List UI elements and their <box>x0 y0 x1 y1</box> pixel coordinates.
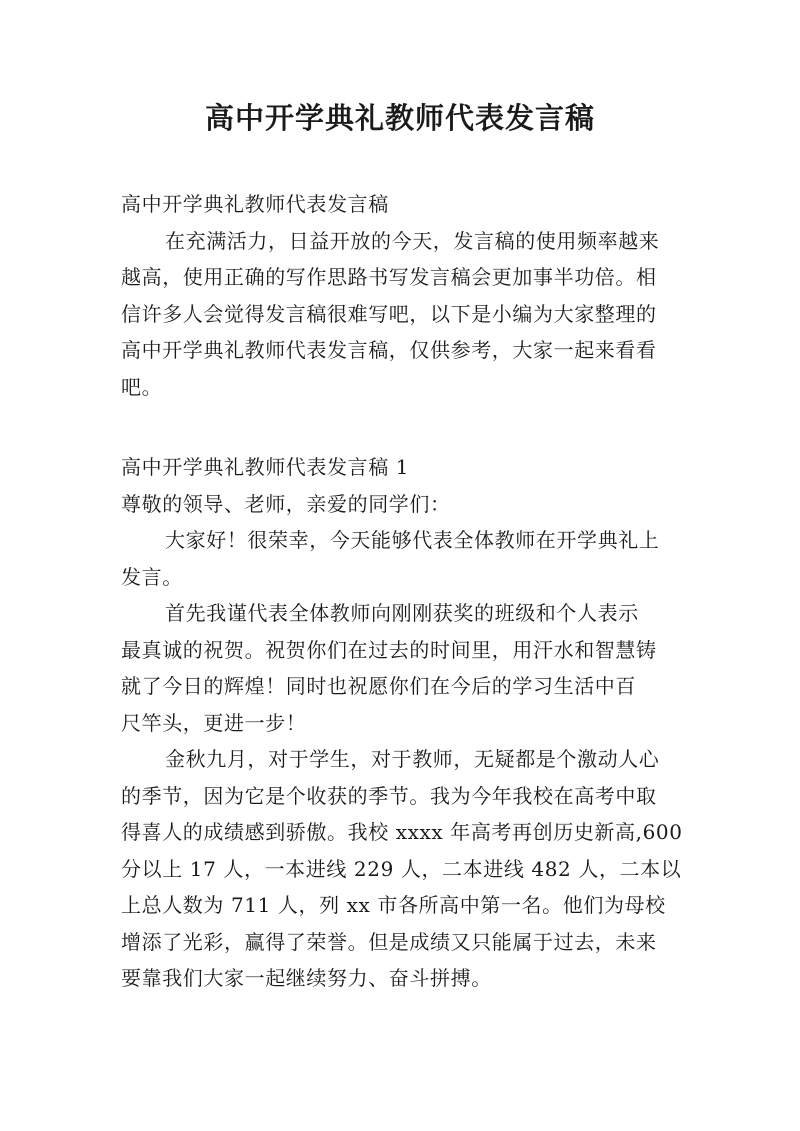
intro-line: 在充满活力，日益开放的今天，发言稿的使用频率越来 <box>165 228 660 253</box>
intro-line: 信许多人会觉得发言稿很难写吧，以下是小编为大家整理的 <box>121 301 657 326</box>
intro-line: 高中开学典礼教师代表发言稿，仅供参考，大家一起来看看 <box>121 338 657 362</box>
paragraph-line: 就了今日的辉煌！同时也祝愿你们在今后的学习生活中百 <box>121 674 636 698</box>
paragraph-line: 大家好！很荣幸，今天能够代表全体教师在开学典礼上 <box>165 528 660 552</box>
document-title: 高中开学典礼教师代表发言稿 <box>204 101 595 135</box>
paragraph-line: 的季节，因为它是个收获的季节。我为今年我校在高考中取 <box>121 783 657 808</box>
section-heading: 高中开学典礼教师代表发言稿 1 <box>121 455 410 479</box>
salutation: 尊敬的领导、老师，亲爱的同学们： <box>121 491 451 516</box>
intro-line: 越高，使用正确的写作思路书写发言稿会更加事半功倍。相 <box>121 265 657 289</box>
paragraph-line: 分以上 17 人，一本进线 229 人，二本进线 482 人，二本以 <box>121 856 682 881</box>
paragraph-line: 要靠我们大家一起继续努力、奋斗拼搏。 <box>121 966 492 990</box>
paragraph-line: 上总人数为 711 人，列 xx 市各所高中第一名。他们为母校 <box>121 893 666 917</box>
paragraph-line: 尺竿头，更进一步！ <box>121 710 307 735</box>
intro-line: 吧。 <box>121 374 163 399</box>
paragraph-line: 首先我谨代表全体教师向刚刚获奖的班级和个人表示 <box>165 601 639 625</box>
intro-heading: 高中开学典礼教师代表发言稿 <box>121 192 389 216</box>
intro-section <box>121 186 681 405</box>
paragraph-line: 最真诚的祝贺。祝贺你们在过去的时间里，用汗水和智慧铸 <box>121 637 657 662</box>
paragraph-line: 发言。 <box>121 564 183 589</box>
paragraph-line: 金秋九月，对于学生，对于教师，无疑都是个激动人心 <box>165 747 660 771</box>
section-1 <box>121 449 681 997</box>
paragraph-line: 增添了光彩，赢得了荣誉。但是成绩又只能属于过去，未来 <box>121 929 657 954</box>
paragraph-line: 得喜人的成绩感到骄傲。我校 xxxx 年高考再创历史新高,600 <box>121 820 683 844</box>
